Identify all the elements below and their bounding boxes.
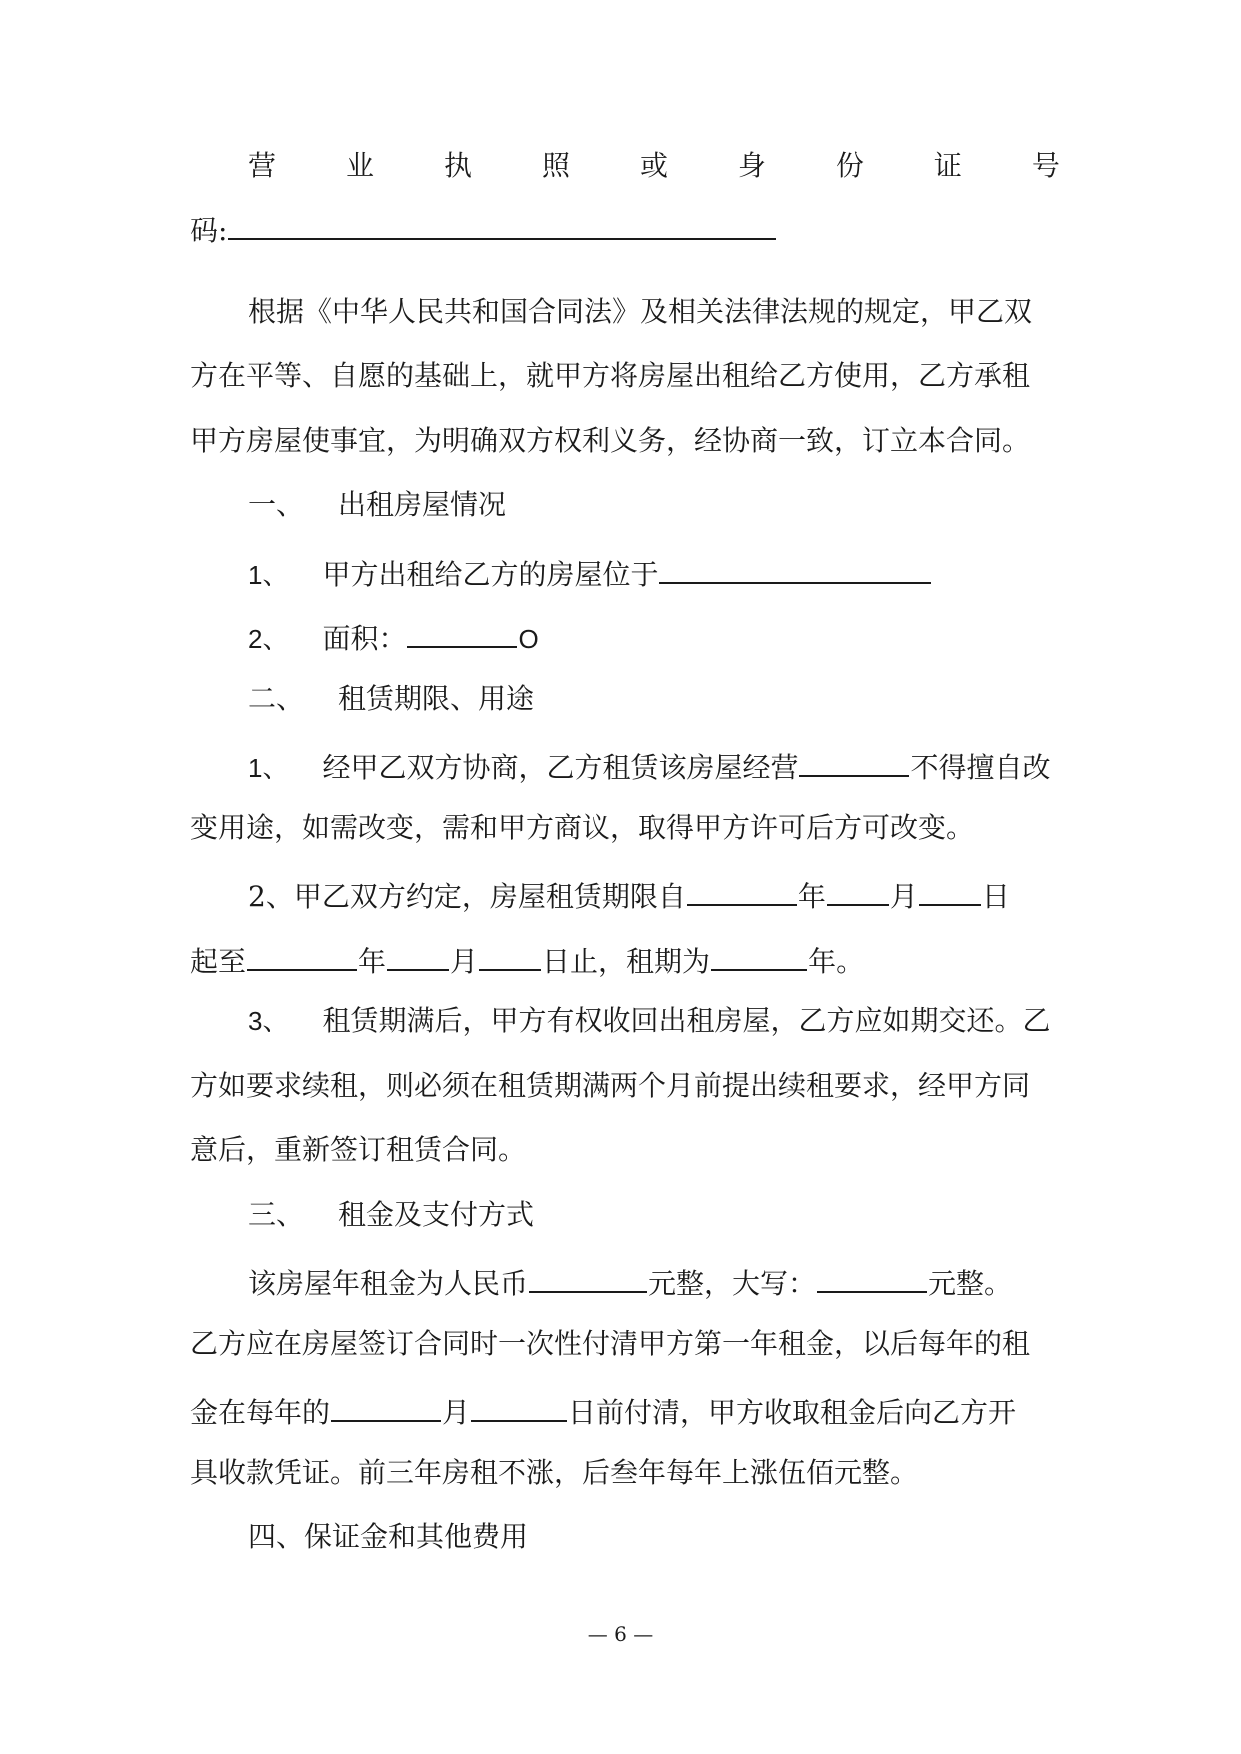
start-day-blank[interactable]: [919, 872, 981, 906]
end-day-blank[interactable]: [479, 937, 541, 971]
end-year-blank[interactable]: [247, 937, 357, 971]
clause-number: 1、: [248, 560, 289, 590]
clause-text: 租赁期满后，甲方有权收回出租房屋，乙方应如期交还。乙: [322, 1004, 1051, 1037]
clause-text: 元整，大写：: [648, 1267, 817, 1300]
clause-line: 方如要求续租，则必须在租赁期满两个月前提出续租要求，经甲方同: [190, 1069, 1031, 1102]
clause-text: 不得擅自改: [910, 751, 1051, 784]
clause-text: 年。: [808, 945, 865, 978]
section-title-text: 出租房屋情况: [338, 488, 507, 521]
clause-number: 3、: [248, 1006, 289, 1036]
clause-text: 月: [450, 945, 479, 978]
section-title-text: 租赁期限、用途: [338, 682, 535, 715]
clause-text: 起至: [190, 945, 247, 978]
area-blank[interactable]: [407, 614, 517, 648]
clause-text: 月: [442, 1396, 471, 1429]
preamble-line: 方在平等、自愿的基础上，就甲方将房屋出租给乙方使用，乙方承租: [190, 359, 1031, 392]
section-title: [248, 1195, 1060, 1235]
intro-char: 身: [737, 149, 766, 182]
end-month-blank[interactable]: [387, 937, 449, 971]
clause-line: [190, 937, 1060, 977]
clause-text: 经甲乙双方协商，乙方租赁该房屋经营: [322, 751, 799, 784]
clause-line: 乙方应在房屋签订合同时一次性付清甲方第一年租金，以后每年的租: [190, 1327, 1031, 1360]
start-month-blank[interactable]: [827, 872, 889, 906]
start-year-blank[interactable]: [687, 872, 797, 906]
intro-char: 执: [443, 149, 472, 182]
intro-char: 照: [541, 149, 570, 182]
intro-char: 营: [248, 149, 277, 182]
license-id-blank[interactable]: [228, 206, 776, 240]
rent-amount-words-blank[interactable]: [817, 1259, 927, 1293]
clause-text: 日止，租期为: [542, 945, 711, 978]
clause-text: 该房屋年租金为人民币: [248, 1267, 529, 1300]
clause-line: [248, 614, 1060, 654]
location-blank[interactable]: [659, 550, 931, 584]
clause-text: 日: [981, 880, 1010, 913]
section-title-text: 租金及支付方式: [338, 1198, 535, 1231]
intro-char: 或: [639, 149, 668, 182]
license-id-line: [190, 206, 1060, 246]
preamble-line: 甲方房屋使事宜，为明确双方权利义务，经协商一致，订立本合同。: [190, 424, 1031, 457]
pay-month-blank[interactable]: [331, 1388, 441, 1422]
clause-text: 甲方出租给乙方的房屋位于: [322, 558, 659, 591]
license-id-label: 码:: [190, 214, 228, 247]
section-title: 四、保证金和其他费用: [248, 1520, 529, 1553]
clause-number: 1、: [248, 753, 289, 783]
clause-line: [190, 1388, 1060, 1428]
preamble-line: 根据《中华人民共和国合同法》及相关法律法规的规定，甲乙双: [248, 295, 1033, 328]
intro-char: 份: [835, 149, 864, 182]
clause-line: [248, 743, 1060, 783]
clause-line: [248, 1259, 1060, 1299]
section-title: [248, 679, 1060, 719]
clause-line: [248, 872, 1060, 912]
section-number: 二、: [248, 682, 305, 715]
section-number: 一、: [248, 488, 305, 521]
pay-day-blank[interactable]: [471, 1388, 567, 1422]
clause-text: 年: [797, 880, 826, 913]
intro-line: [248, 146, 1060, 186]
section-number: 三、: [248, 1198, 305, 1231]
clause-text: 日前付清，甲方收取租金后向乙方开: [568, 1396, 1017, 1429]
rent-amount-blank[interactable]: [529, 1259, 647, 1293]
intro-char: 业: [345, 149, 374, 182]
clause-text: 元整。: [928, 1267, 1013, 1300]
clause-line: 具收款凭证。前三年房租不涨，后叁年每年上涨伍佰元整。: [190, 1456, 919, 1489]
clause-text: 年: [358, 945, 387, 978]
page-number: — 6 —: [587, 1622, 654, 1646]
clause-text: O: [518, 624, 539, 654]
intro-char: 证: [933, 149, 962, 182]
clause-text: 面积：: [322, 622, 407, 655]
clause-number: 2、: [248, 624, 289, 654]
clause-line: 意后，重新签订租赁合同。: [190, 1133, 527, 1166]
clause-text: 2、甲乙双方约定，房屋租赁期限自: [248, 880, 686, 913]
clause-line: [248, 550, 1060, 590]
clause-text: 月: [889, 880, 918, 913]
business-use-blank[interactable]: [799, 743, 909, 777]
clause-line: 变用途，如需改变，需和甲方商议，取得甲方许可后方可改变。: [190, 811, 975, 844]
clause-line: [248, 1001, 1060, 1041]
clause-text: 金在每年的: [190, 1396, 331, 1429]
term-years-blank[interactable]: [711, 937, 807, 971]
section-title: [248, 485, 1060, 525]
intro-char: 号: [1031, 149, 1060, 182]
